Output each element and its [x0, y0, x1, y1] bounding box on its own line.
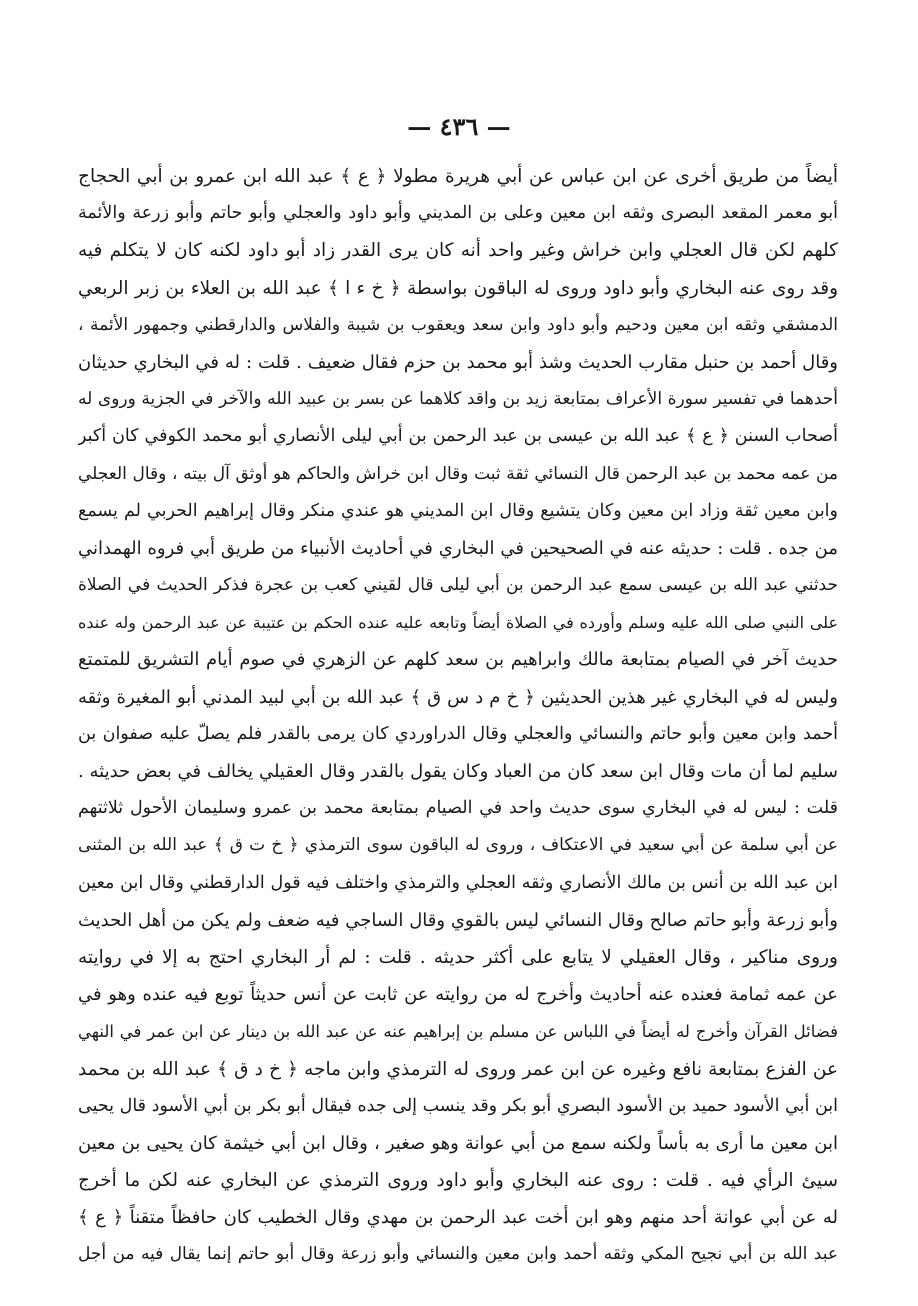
- text-line: فضائل القرآن وأخرج له أيضاً في اللباس عن مسلم بن إبراهيم عنه عن عبد الله بن دينار عن ابن عمر في النهي: [78, 1022, 838, 1042]
- text-line: له عن أبي عوانة أحد منهم وهو ابن أخت عبد الرحمن بن مهدي وقال الخطيب كان حافظاً متقناً ﴿ ع ﴾: [78, 1207, 838, 1229]
- text-line: ابن عبد الله بن أنس بن مالك الأنصاري وثقه العجلي والترمذي واختلف فيه قول الدارقطني وقال ابن معين: [78, 872, 838, 893]
- text-line: من عمه محمد بن عبد الرحمن قال النسائي ثقة ثبت وقال ابن خراش والحاكم هو أوثق آل بيته ، وقال العجلي: [78, 463, 838, 484]
- text-line: أحمد وابن معين وأبو حاتم والنسائي والعجلي وقال الدراوردي كان يرمى بالقدر فلم يصلّ عليه صفوان بن: [78, 723, 838, 744]
- text-line: أيضاً من طريق أخرى عن ابن عباس عن أبي هريرة مطولا ﴿ ع ﴾ عبد الله ابن عمرو بن أبي الحجاج: [78, 166, 838, 187]
- text-line: وابن معين ثقة وزاد ابن معين وكان يتشيع وقال ابن المديني هو عندي منكر وقال إبراهيم الحربي لم يسمع: [78, 500, 838, 521]
- text-line: عن عمه ثمامة فعنده عنه أحاديث وأخرج له من روايته عن ثابت عن أنس حديثاً توبع فيه عنده وهو في: [78, 984, 838, 1006]
- text-line: سيئ الرأي فيه . قلت : روى عنه البخاري وأبو داود وروى الترمذي عن البخاري عنه لكن ما أخرج: [78, 1170, 838, 1192]
- text-line: وليس له في البخاري غير هذين الحديثين ﴿ خ م د س ق ﴾ عبد الله بن أبي لبيد المدني أبو المغيرة وثقه: [78, 686, 838, 708]
- text-line: على النبي صلى الله عليه وسلم وأورده في الصلاة أيضاً وتابعه عليه عنده الحكم بن عتيبة عن عبد الرحمن وله عنده: [78, 613, 838, 633]
- text-line: حدثني عبد الله بن عيسى سمع عبد الرحمن بن أبي ليلى قال لقيني كعب بن عجرة فذكر الحديث في الصلاة: [78, 575, 838, 596]
- text-line: عن الفزع بمتابعة نافع وغيره عن ابن عمر وروى له الترمذي وابن ماجه ﴿ خ د ق ﴾ عبد الله بن محمد: [78, 1058, 838, 1080]
- text-line: وأبو زرعة وأبو حاتم صالح وقال النسائي ليس بالقوي وقال الساجي فيه ضعف ولم يكن من أهل الحديث: [78, 909, 838, 931]
- text-line: أحدهما في تفسير سورة الأعراف بمتابعة زيد بن واقد كلاهما عن بسر بن عبيد الله والآخر في الجزية وروى له: [78, 389, 838, 410]
- text-line: الدمشقي وثقه ابن معين ودحيم وأبو داود وابن سعد ويعقوب بن شيبة والفلاس والدارقطني وجمهور الأئمة ،: [78, 314, 838, 335]
- text-line: وقد روى عنه البخاري وأبو داود وروى له الباقون بواسطة ﴿ خ ء ا ﴾ عبد الله بن العلاء بن زبر الربعي: [78, 277, 838, 299]
- body-text: [78, 158, 838, 1274]
- text-line: ابن أبي الأسود حميد بن الأسود البصري أبو بكر وقد ينسب إلى جده فيقال أبو بكر بن أبي الأسود قال يحيى: [78, 1095, 838, 1116]
- text-line: عبد الله بن أبي نجيح المكي وثقه أحمد وابن معين والنسائي وأبو زرعة وقال أبو حاتم إنما يقال فيه من أجل: [78, 1244, 838, 1265]
- text-line: وقال أحمد بن حنبل مقارب الحديث وشذ أبو محمد بن حزم فقال ضعيف . قلت : له في البخاري حديثان: [78, 351, 838, 373]
- text-line: كلهم لكن قال العجلي وابن خراش وغير واحد أنه كان يرى القدر زاد أبو داود لكنه كان لا يتكلم فيه: [78, 240, 838, 262]
- text-line: أصحاب السنن ﴿ ع ﴾ عبد الله بن عيسى بن عبد الرحمن بن أبي ليلى الأنصاري أبو محمد الكوفي كان أكبر: [78, 426, 838, 447]
- text-line: ابن معين ما أرى به بأساً ولكنه سمع من أبي عوانة وهو صغير ، وقال ابن أبي خيثمة كان يحيى بن معين: [78, 1132, 838, 1154]
- text-line: وروى مناكير ، وقال العقيلي لا يتابع على أكثر حديثه . قلت : لم أر البخاري احتج به إلا في روايته: [78, 946, 838, 968]
- page-number: — ٤٣٦ —: [407, 112, 511, 141]
- text-line: عن أبي سلمة عن أبي سعيد في الاعتكاف ، وروى له الباقون سوى الترمذي ﴿ خ ت ق ﴾ عبد الله بن المثنى: [78, 835, 838, 856]
- text-line: حديث آخر في الصيام بمتابعة مالك وابراهيم بن سعد كلهم عن الزهري في صوم أيام التشريق للمتمتع: [78, 649, 838, 671]
- text-line: من جده . قلت : حديثه عنه في الصحيحين في البخاري في أحاديث الأنبياء من طريق أبي فروه الهمداني: [78, 537, 838, 559]
- text-line: قلت : ليس له في البخاري سوى حديث واحد في الصيام بمتابعة محمد بن عمرو وسليمان الأحول ثلاثتهم: [78, 798, 838, 819]
- text-line: أبو معمر المقعد البصرى وثقه ابن معين وعلى بن المديني وأبو داود والعجلي وأبو حاتم وأبو زرعة والأئمة: [78, 203, 838, 224]
- text-line: سليم لما أن مات وقال ابن سعد كان من العباد وكان يقول بالقدر وقال العقيلي يخالف في بعض حديثه .: [78, 761, 838, 782]
